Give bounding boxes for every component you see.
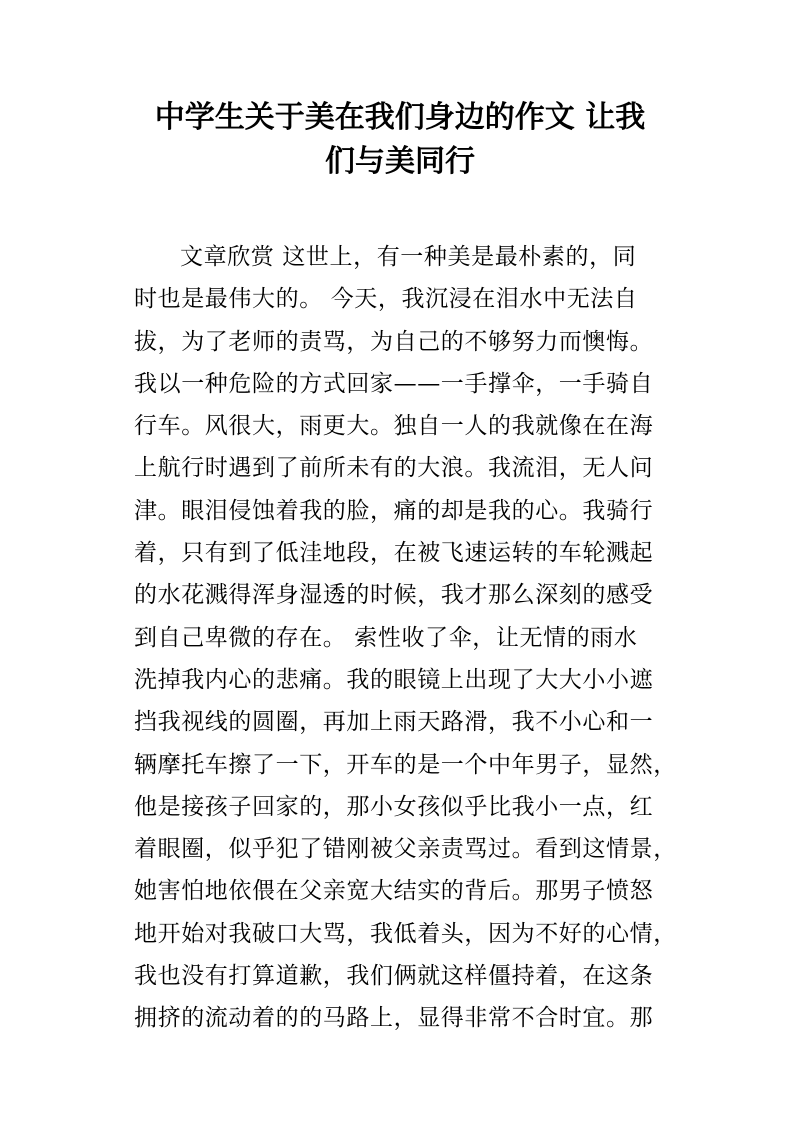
body-line: 行车。风很大，雨更大。独自一人的我就像在在海 xyxy=(134,413,654,440)
body-line: 文章欣赏 这世上，有一种美是最朴素的，同 xyxy=(180,244,637,270)
body-line: 着，只有到了低洼地段，在被飞速运转的车轮溅起 xyxy=(134,540,654,567)
body-line: 地开始对我破口大骂，我低着头，因为不好的心情， xyxy=(134,920,677,947)
body-line: 津。眼泪侵蚀着我的脸，痛的却是我的心。我骑行 xyxy=(134,497,654,524)
body-line: 我以一种危险的方式回家——一手撑伞，一手骑自 xyxy=(134,370,654,397)
body-line: 的水花溅得浑身湿透的时候，我才那么深刻的感受 xyxy=(134,582,654,609)
body-line: 她害怕地依偎在父亲宽大结实的背后。那男子愤怒 xyxy=(134,878,654,905)
body-line: 辆摩托车擦了一下，开车的是一个中年男子，显然， xyxy=(134,751,677,778)
body-line: 我也没有打算道歉，我们俩就这样僵持着，在这条 xyxy=(134,963,654,990)
body-line: 他是接孩子回家的，那小女孩似乎比我小一点，红 xyxy=(134,793,654,820)
body-line: 时也是最伟大的。 今天，我沉浸在泪水中无法自 xyxy=(134,286,638,313)
body-line: 洗掉我内心的悲痛。我的眼镜上出现了大大小小遮 xyxy=(134,666,654,693)
title-line-1: 中学生关于美在我们身边的作文 让我 xyxy=(154,100,646,135)
body-line: 拔，为了老师的责骂，为自己的不够努力而懊悔。 xyxy=(134,328,654,355)
body-line: 拥挤的流动着的的马路上，显得非常不合时宜。那 xyxy=(134,1005,654,1032)
body-line: 上航行时遇到了前所未有的大浪。我流泪，无人问 xyxy=(134,455,654,482)
article-body xyxy=(134,236,677,1040)
body-line: 到自己卑微的存在。 索性收了伞，让无情的雨水 xyxy=(134,624,638,651)
body-line: 着眼圈，似乎犯了错刚被父亲责骂过。看到这情景， xyxy=(134,836,677,863)
body-line: 挡我视线的圆圈，再加上雨天路滑，我不小心和一 xyxy=(134,709,654,736)
document-title xyxy=(110,96,690,184)
title-line-2: 们与美同行 xyxy=(325,144,475,179)
